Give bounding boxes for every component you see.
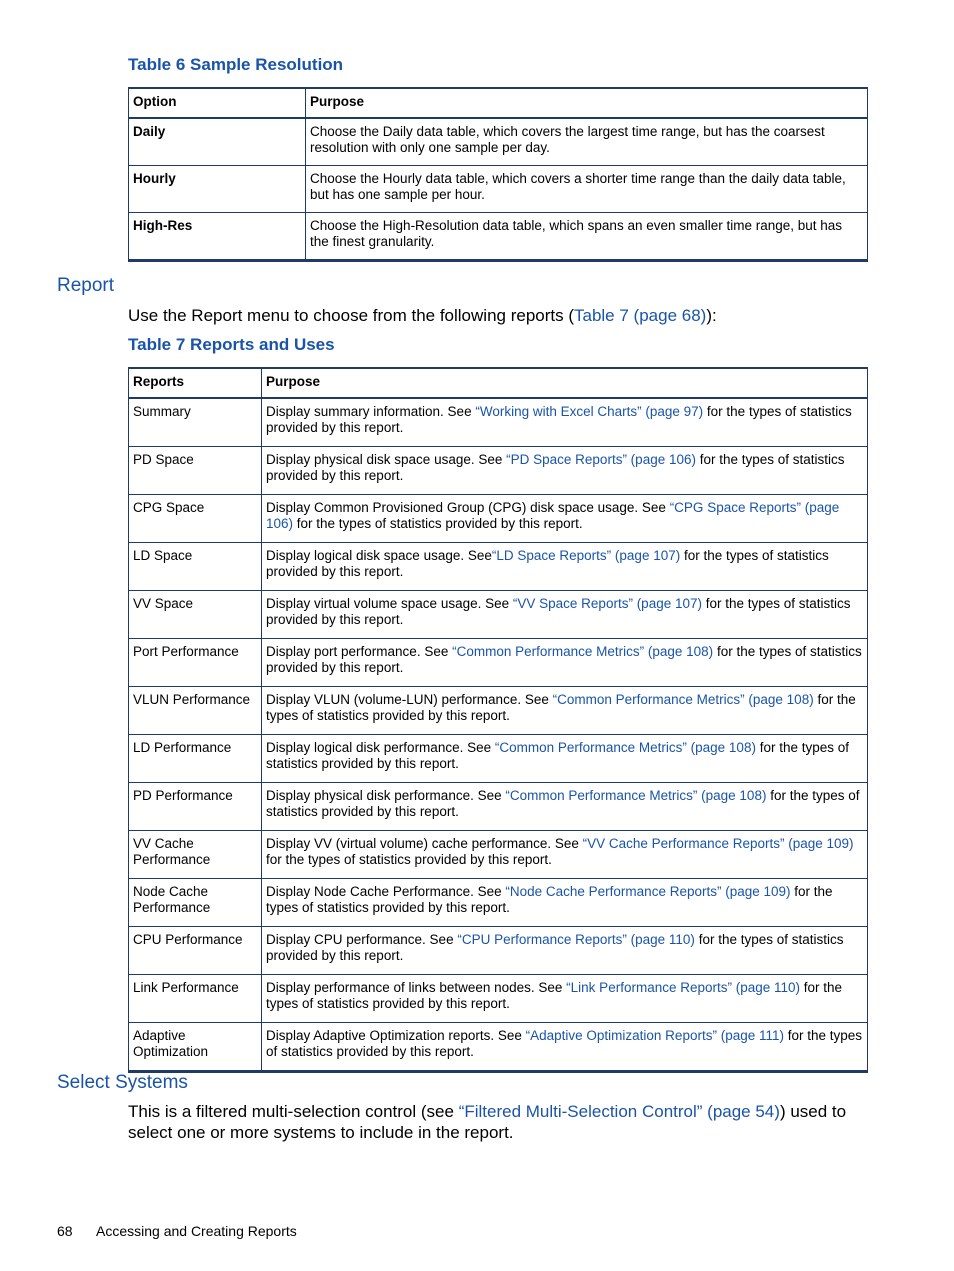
purpose-text-tail: for the types of statistics provided by this report. bbox=[266, 740, 850, 771]
report-name-cell: Node Cache Performance bbox=[129, 879, 262, 927]
report-name-cell: VLUN Performance bbox=[129, 687, 262, 735]
purpose-text-tail: for the types of statistics provided by this report. bbox=[266, 596, 851, 627]
column-header-reports: Reports bbox=[129, 368, 262, 398]
table-row bbox=[129, 975, 868, 1023]
report-name-cell: PD Space bbox=[129, 447, 262, 495]
cross-reference-link[interactable]: “Node Cache Performance Reports” (page 109) bbox=[505, 884, 791, 899]
select-systems-paragraph bbox=[128, 1101, 868, 1143]
purpose-text: Display logical disk performance. See bbox=[266, 740, 495, 755]
table-6-caption: Table 6 Sample Resolution bbox=[128, 55, 344, 74]
cross-reference-link[interactable]: “Common Performance Metrics” (page 108) bbox=[505, 788, 767, 803]
purpose-cell bbox=[262, 927, 868, 975]
footer-chapter-title: Accessing and Creating Reports bbox=[96, 1223, 297, 1239]
purpose-text-tail: for the types of statistics provided by this report. bbox=[266, 980, 843, 1011]
cross-reference-link[interactable]: “Common Performance Metrics” (page 108) bbox=[494, 740, 756, 755]
page-number: 68 bbox=[57, 1223, 73, 1239]
purpose-text-tail: for the types of statistics provided by this report. bbox=[266, 884, 833, 915]
purpose-text: Display CPU performance. See bbox=[266, 932, 458, 947]
column-header-option: Option bbox=[129, 88, 306, 118]
table-row bbox=[129, 687, 868, 735]
report-intro-paragraph bbox=[128, 305, 717, 326]
table-row bbox=[129, 495, 868, 543]
purpose-text: Display physical disk performance. See bbox=[266, 788, 506, 803]
report-name-cell: CPG Space bbox=[129, 495, 262, 543]
purpose-text: Display port performance. See bbox=[266, 644, 453, 659]
cross-reference-link[interactable]: “Link Performance Reports” (page 110) bbox=[566, 980, 801, 995]
purpose-cell bbox=[262, 447, 868, 495]
select-systems-text: This is a filtered multi-selection control (see bbox=[128, 1102, 459, 1121]
column-header-purpose: Purpose bbox=[262, 368, 868, 398]
purpose-text-tail: for the types of statistics provided by this report. bbox=[266, 788, 860, 819]
reports-and-uses-table bbox=[128, 367, 868, 1073]
filtered-multi-selection-link[interactable]: “Filtered Multi-Selection Control” (page 54) bbox=[458, 1102, 780, 1121]
purpose-text-tail: for the types of statistics provided by this report. bbox=[266, 692, 856, 723]
purpose-text: Display physical disk space usage. See bbox=[266, 452, 507, 467]
column-header-purpose: Purpose bbox=[306, 88, 868, 118]
report-name-cell: VV Cache Performance bbox=[129, 831, 262, 879]
purpose-text-tail: for the types of statistics provided by this report. bbox=[266, 1028, 863, 1059]
purpose-text: Display VV (virtual volume) cache performance. See bbox=[266, 836, 583, 851]
purpose-text-tail: for the types of statistics provided by this report. bbox=[266, 548, 829, 579]
report-name-cell: Link Performance bbox=[129, 975, 262, 1023]
purpose-cell bbox=[262, 639, 868, 687]
purpose-cell bbox=[262, 783, 868, 831]
select-systems-tail: ) used to select one or more systems to include in the report. bbox=[128, 1102, 847, 1142]
cross-reference-link[interactable]: “Common Performance Metrics” (page 108) bbox=[552, 692, 814, 707]
table-7-link[interactable]: Table 7 (page 68) bbox=[574, 306, 707, 325]
table-row bbox=[129, 639, 868, 687]
cross-reference-link[interactable]: “CPG Space Reports” (page 106) bbox=[266, 500, 840, 531]
report-name-cell: Port Performance bbox=[129, 639, 262, 687]
purpose-text-tail: for the types of statistics provided by this report. bbox=[293, 516, 583, 531]
table-row bbox=[129, 783, 868, 831]
table-row bbox=[129, 213, 868, 261]
reports-table-body bbox=[129, 398, 868, 1072]
purpose-cell: Choose the Daily data table, which covers the largest time range, but has the coarsest resolution with only one sample per day. bbox=[306, 118, 868, 166]
table-row bbox=[129, 1023, 868, 1072]
table-7-caption: Table 7 Reports and Uses bbox=[128, 335, 335, 354]
report-name-cell: PD Performance bbox=[129, 783, 262, 831]
table-row bbox=[129, 831, 868, 879]
table-header-row bbox=[129, 368, 868, 398]
purpose-text: Display Adaptive Optimization reports. See bbox=[266, 1028, 526, 1043]
option-cell: High-Res bbox=[129, 213, 306, 261]
purpose-text-tail: for the types of statistics provided by this report. bbox=[266, 932, 844, 963]
table-row bbox=[129, 879, 868, 927]
purpose-text: Display Common Provisioned Group (CPG) disk space usage. See bbox=[266, 500, 670, 515]
report-name-cell: VV Space bbox=[129, 591, 262, 639]
purpose-cell bbox=[262, 1023, 868, 1072]
cross-reference-link[interactable]: “Adaptive Optimization Reports” (page 111) bbox=[525, 1028, 784, 1043]
purpose-text: Display summary information. See bbox=[266, 404, 476, 419]
table-row bbox=[129, 543, 868, 591]
option-cell: Hourly bbox=[129, 166, 306, 213]
table-row bbox=[129, 927, 868, 975]
purpose-cell: Choose the Hourly data table, which covers a shorter time range than the daily data table, but has one sample per hour. bbox=[306, 166, 868, 213]
cross-reference-link[interactable]: “PD Space Reports” (page 106) bbox=[506, 452, 696, 467]
purpose-text-tail: for the types of statistics provided by this report. bbox=[266, 404, 852, 435]
cross-reference-link[interactable]: “Working with Excel Charts” (page 97) bbox=[475, 404, 704, 419]
sample-resolution-table bbox=[128, 87, 868, 262]
table-row bbox=[129, 447, 868, 495]
purpose-text: Display virtual volume space usage. See bbox=[266, 596, 513, 611]
purpose-cell bbox=[262, 735, 868, 783]
report-intro-text: Use the Report menu to choose from the following reports ( bbox=[128, 306, 574, 325]
purpose-cell: Choose the High-Resolution data table, which spans an even smaller time range, but has the finest granularity. bbox=[306, 213, 868, 261]
purpose-text-tail: for the types of statistics provided by this report. bbox=[266, 852, 552, 867]
table-row bbox=[129, 735, 868, 783]
report-intro-tail: ): bbox=[706, 306, 717, 325]
purpose-cell bbox=[262, 495, 868, 543]
select-systems-heading: Select Systems bbox=[57, 1072, 188, 1093]
report-name-cell: CPU Performance bbox=[129, 927, 262, 975]
cross-reference-link[interactable]: “VV Space Reports” (page 107) bbox=[512, 596, 702, 611]
table-row bbox=[129, 591, 868, 639]
purpose-text: Display logical disk space usage. See bbox=[266, 548, 492, 563]
table-row bbox=[129, 118, 868, 166]
cross-reference-link[interactable]: “CPU Performance Reports” (page 110) bbox=[457, 932, 695, 947]
purpose-text: Display performance of links between nodes. See bbox=[266, 980, 567, 995]
cross-reference-link[interactable]: “LD Space Reports” (page 107) bbox=[491, 548, 681, 563]
purpose-text-tail: for the types of statistics provided by this report. bbox=[266, 644, 862, 675]
table-row bbox=[129, 166, 868, 213]
purpose-cell bbox=[262, 543, 868, 591]
purpose-cell bbox=[262, 687, 868, 735]
report-name-cell: Adaptive Optimization bbox=[129, 1023, 262, 1072]
purpose-cell bbox=[262, 398, 868, 447]
purpose-cell bbox=[262, 879, 868, 927]
table-row bbox=[129, 398, 868, 447]
option-cell: Daily bbox=[129, 118, 306, 166]
report-name-cell: Summary bbox=[129, 398, 262, 447]
purpose-text: Display VLUN (volume-LUN) performance. See bbox=[266, 692, 553, 707]
cross-reference-link[interactable]: “VV Cache Performance Reports” (page 109) bbox=[582, 836, 854, 851]
table-header-row bbox=[129, 88, 868, 118]
page-footer bbox=[57, 1223, 297, 1239]
report-name-cell: LD Space bbox=[129, 543, 262, 591]
cross-reference-link[interactable]: “Common Performance Metrics” (page 108) bbox=[452, 644, 714, 659]
purpose-text-tail: for the types of statistics provided by this report. bbox=[266, 452, 845, 483]
purpose-text: Display Node Cache Performance. See bbox=[266, 884, 506, 899]
purpose-cell bbox=[262, 591, 868, 639]
report-section-heading: Report bbox=[57, 275, 115, 296]
purpose-cell bbox=[262, 975, 868, 1023]
report-name-cell: LD Performance bbox=[129, 735, 262, 783]
purpose-cell bbox=[262, 831, 868, 879]
